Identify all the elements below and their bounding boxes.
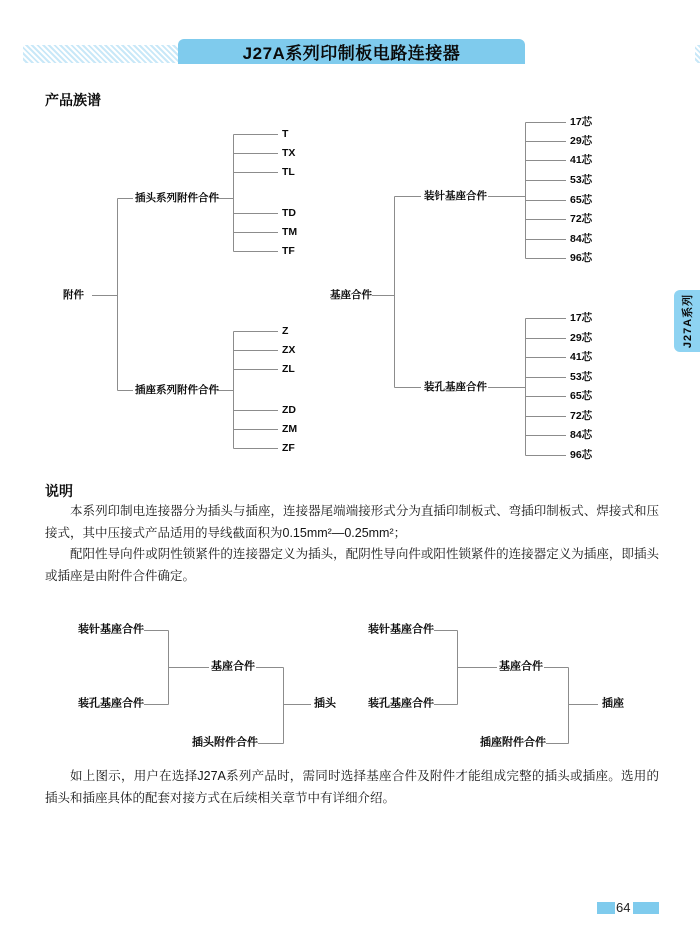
tree-leaf: 96芯 [570,448,593,461]
tree-leaf: 41芯 [570,153,593,166]
series-side-tab [674,290,700,352]
tree-leaf: 65芯 [570,193,593,206]
tree-leaf: ZX [282,343,296,356]
sel-socket-result: 插座 [602,697,624,710]
section-title-notes: 说明 [45,483,73,499]
tree-leaf: ZF [282,441,295,454]
tree-leaf: 72芯 [570,212,593,225]
tree-leaf: 84芯 [570,428,593,441]
sel-socket-attachment: 插座附件合件 [480,736,546,749]
tree-leaf: T [282,127,289,140]
tree-branch-plug-attachments: 插头系列附件合件 [135,191,219,204]
sel-socket-input-socket: 装孔基座合件 [368,697,434,710]
tree-leaf: 17芯 [570,311,593,324]
footer-accent-left [597,902,615,914]
closing-paragraph-block [45,766,659,809]
notes-paragraph-1: 本系列印制电连接器分为插头与插座，连接器尾端端接形式分为直插印制板式、弯插印制板式、焊接式和压接式，其中压接式产品适用的导线截面积为0.15mm²—0.25mm²； [45,504,659,540]
footer-accent-right [633,902,659,914]
sel-plug-input-socket: 装孔基座合件 [78,697,144,710]
sel-plug-base-assembly: 基座合件 [211,660,255,673]
tree-leaf: 17芯 [570,115,593,128]
tree-leaf: TX [282,146,296,159]
tree-leaf: 29芯 [570,134,593,147]
notes-paragraph-2: 配阳性导向件或阴性锁紧件的连接器定义为插头，配阴性导向件或阳性锁紧件的连接器定义为插座，即插头或插座是由附件合件确定。 [45,547,659,583]
section-title-family: 产品族谱 [45,92,101,108]
tree-leaf: 84芯 [570,232,593,245]
tree-leaf: 96芯 [570,251,593,264]
closing-paragraph: 如上图示，用户在选择J27A系列产品时，需同时选择基座合件及附件才能组成完整的插头或插座。选用的插头和插座具体的配套对接方式在后续相关章节中有详细介绍。 [45,769,659,805]
tree-leaf: TL [282,165,295,178]
tree-leaf: ZM [282,422,298,435]
sel-plug-result: 插头 [314,697,336,710]
tree-leaf: 29芯 [570,331,593,344]
tree-leaf: ZD [282,403,296,416]
tree-leaf: TD [282,206,296,219]
tree-leaf: 65芯 [570,389,593,402]
sel-socket-input-pin: 装针基座合件 [368,623,434,636]
notes-paragraphs [45,501,659,587]
tree-branch-pin-base: 装针基座合件 [424,189,487,202]
tree-root-attachments: 附件 [63,288,84,301]
tree-root-bases: 基座合件 [330,288,372,301]
tree-leaf: 72芯 [570,409,593,422]
page-title: J27A系列印制板电路连接器 [242,44,461,63]
tree-leaf: 41芯 [570,350,593,363]
tree-leaf: Z [282,324,289,337]
sel-socket-base-assembly: 基座合件 [499,660,543,673]
sel-plug-attachment: 插头附件合件 [192,736,258,749]
tree-leaf: TM [282,225,298,238]
tree-leaf: ZL [282,362,295,375]
page-number: 64 [616,900,631,915]
tree-leaf: 53芯 [570,173,593,186]
tree-branch-socket-base: 装孔基座合件 [424,380,487,393]
tree-leaf: 53芯 [570,370,593,383]
series-side-tab-label: J27A系列 [682,293,695,349]
tree-leaf: TF [282,244,295,257]
tree-branch-socket-attachments: 插座系列附件合件 [135,383,219,396]
sel-plug-input-pin: 装针基座合件 [78,623,144,636]
